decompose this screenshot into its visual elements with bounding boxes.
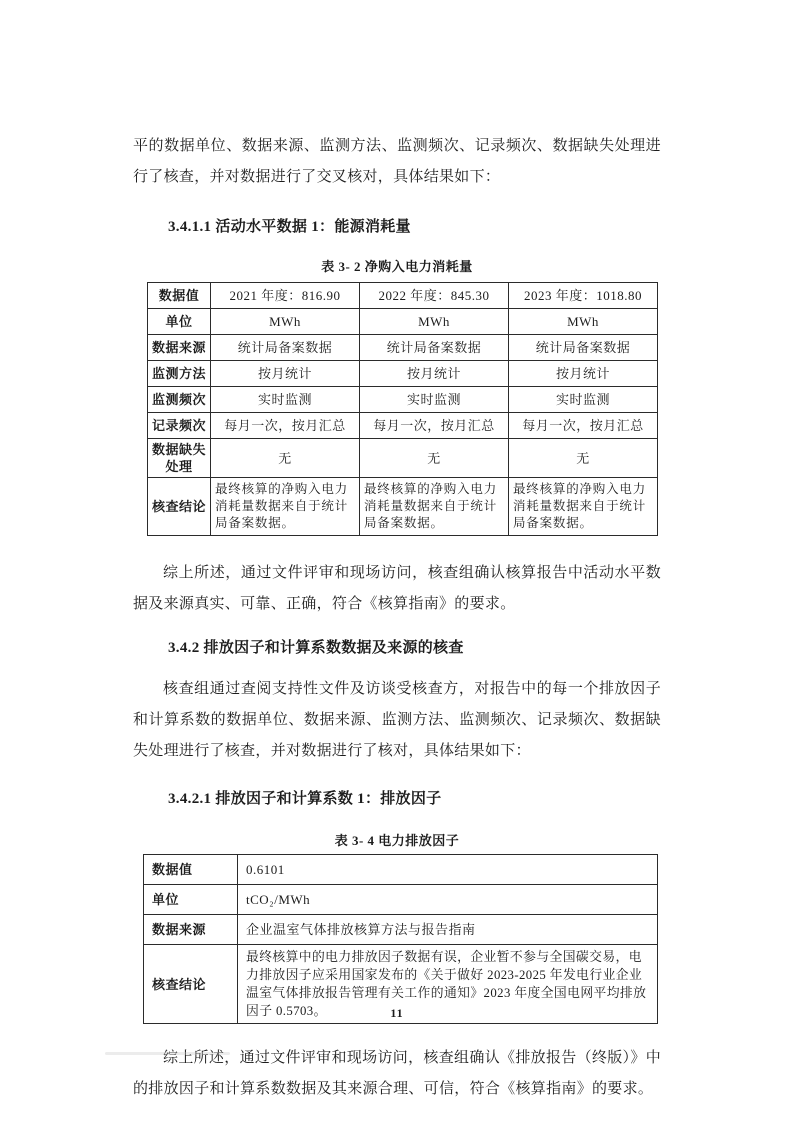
row-label: 记录频次: [148, 413, 211, 439]
cell-data-source: 企业温室气体排放核算方法与报告指南: [238, 915, 658, 945]
cell-2023: 2023 年度：1018.80: [509, 283, 658, 309]
cell-conclusion-2021: 最终核算的净购入电力消耗量数据来自于统计局备案数据。: [211, 478, 360, 536]
row-label: 核查结论: [148, 478, 211, 536]
cell-source-2022: 统计局备案数据: [360, 335, 509, 361]
cell-data-value: 0.6101: [238, 855, 658, 885]
cell-source-2021: 统计局备案数据: [211, 335, 360, 361]
cell-unit-2021: MWh: [211, 309, 360, 335]
table-row: [148, 439, 658, 478]
row-label: 数据值: [148, 283, 211, 309]
table-row: [148, 413, 658, 439]
table-row: [148, 387, 658, 413]
table-row: [148, 478, 658, 536]
heading-3-4-2: 3.4.2 排放因子和计算系数数据及来源的核查: [168, 640, 464, 656]
table-3-4: [143, 854, 658, 1024]
row-label: 数据值: [144, 855, 238, 885]
cell-2021: 2021 年度：816.90: [211, 283, 360, 309]
cell-record-2021: 每月一次，按月汇总: [211, 413, 360, 439]
paragraph-summary-emission-factor: 综上所述，通过文件评审和现场访问，核查组确认《排放报告（终版）》中的排放因子和计算系数数据及其来源合理、可信，符合《核算指南》的要求。: [133, 1050, 661, 1097]
heading-3-4-2-1: 3.4.2.1 排放因子和计算系数 1：排放因子: [168, 791, 442, 807]
table-3-2: [147, 282, 658, 536]
cell-missing-2022: 无: [360, 439, 509, 478]
cell-conclusion-2023: 最终核算的净购入电力消耗量数据来自于统计局备案数据。: [509, 478, 658, 536]
row-label: 单位: [144, 885, 238, 915]
cell-unit-2023: MWh: [509, 309, 658, 335]
paragraph-continuation: 平的数据单位、数据来源、监测方法、监测频次、记录频次、数据缺失处理进行了核查，并对数据进行了交叉核对，具体结果如下：: [133, 138, 661, 185]
table-row: [144, 915, 658, 945]
cell-source-2023: 统计局备案数据: [509, 335, 658, 361]
row-label: 监测方法: [148, 361, 211, 387]
table-row: [148, 335, 658, 361]
table-row: [148, 283, 658, 309]
cell-method-2023: 按月统计: [509, 361, 658, 387]
cell-record-2022: 每月一次，按月汇总: [360, 413, 509, 439]
row-label: 核查结论: [144, 945, 238, 1024]
cell-missing-2023: 无: [509, 439, 658, 478]
cell-unit-2022: MWh: [360, 309, 509, 335]
cell-freq-2022: 实时监测: [360, 387, 509, 413]
table-row: [144, 855, 658, 885]
cell-record-2023: 每月一次，按月汇总: [509, 413, 658, 439]
cell-method-2022: 按月统计: [360, 361, 509, 387]
row-label: 数据来源: [148, 335, 211, 361]
heading-3-4-1-1: 3.4.1.1 活动水平数据 1：能源消耗量: [168, 219, 411, 235]
table-3-4-caption: 表 3- 4 电力排放因子: [334, 833, 460, 848]
cell-unit: tCO₂/MWh: [238, 885, 658, 915]
document-page: [133, 131, 661, 1105]
cell-conclusion-2022: 最终核算的净购入电力消耗量数据来自于统计局备案数据。: [360, 478, 509, 536]
paragraph-emission-factor-check: 核查组通过查阅支持性文件及访谈受核查方，对报告中的每一个排放因子和计算系数的数据单位、数据来源、监测方法、监测频次、记录频次、数据缺失处理进行了核查，并对数据进行了核对，具体结果如下：: [133, 681, 661, 759]
cell-2022: 2022 年度：845.30: [360, 283, 509, 309]
page-number: 11: [390, 1006, 404, 1020]
cell-freq-2021: 实时监测: [211, 387, 360, 413]
table-row: [148, 309, 658, 335]
row-label: 监测频次: [148, 387, 211, 413]
row-label: 数据缺失处理: [148, 439, 211, 478]
scan-artifact: [105, 1052, 230, 1055]
table-row: [148, 361, 658, 387]
cell-method-2021: 按月统计: [211, 361, 360, 387]
paragraph-summary-activity-data: 综上所述，通过文件评审和现场访问，核查组确认核算报告中活动水平数据及来源真实、可靠、正确，符合《核算指南》的要求。: [133, 565, 661, 612]
cell-missing-2021: 无: [211, 439, 360, 478]
table-3-2-caption: 表 3- 2 净购入电力消耗量: [321, 259, 473, 274]
cell-freq-2023: 实时监测: [509, 387, 658, 413]
cell-conclusion: 最终核算中的电力排放因子数据有误，企业暂不参与全国碳交易，电力排放因子应采用国家发布的《关于做好 2023-2025 年发电行业企业温室气体排放报告管理有关工作的通知》2023 年度全国电网平均排放因子 0.5703。: [238, 945, 658, 1024]
table-row: [144, 885, 658, 915]
row-label: 数据来源: [144, 915, 238, 945]
row-label: 单位: [148, 309, 211, 335]
